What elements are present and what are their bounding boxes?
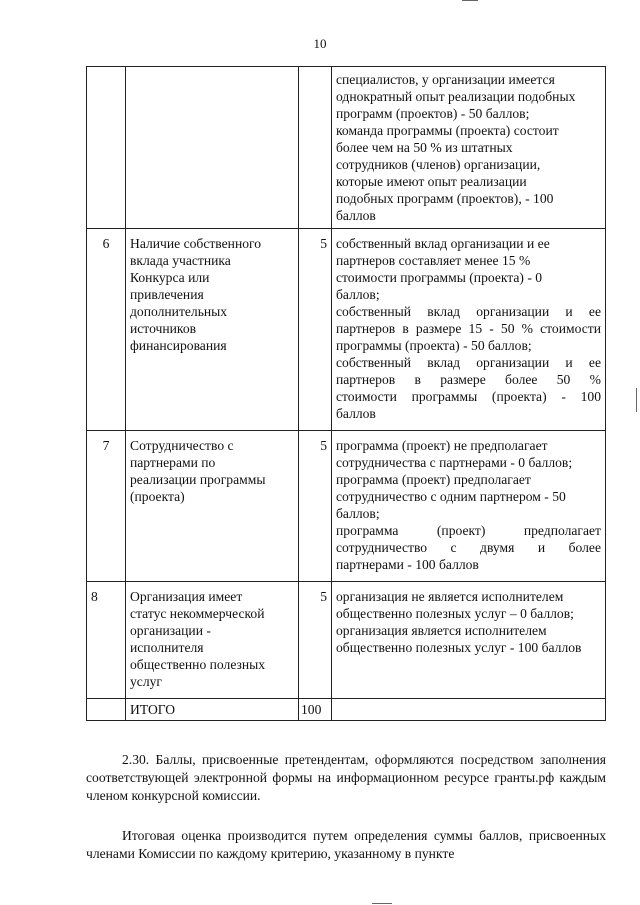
scoring-method-line: собственный вклад организации и ее xyxy=(336,236,550,251)
criterion-cell xyxy=(126,431,299,582)
table-row xyxy=(87,67,606,229)
criterion-line: источников xyxy=(130,321,197,336)
scoring-method-line: общественно полезных услуг - 100 баллов xyxy=(336,640,582,655)
criterion-cell xyxy=(126,582,299,699)
scoring-method-line: собственный вклад организации и ее xyxy=(336,304,601,319)
criteria-table xyxy=(86,66,606,721)
scoring-method-line: сотрудничество с одним партнером - 50 xyxy=(336,489,566,504)
scoring-method-cell xyxy=(332,229,606,431)
scan-mark-top xyxy=(462,0,478,1)
scoring-method-line: баллов; xyxy=(336,287,380,302)
scoring-method-line: программы (проекта) - 50 баллов; xyxy=(336,338,532,353)
total-score: 100 xyxy=(299,699,332,721)
scoring-method-line: сотрудников (членов) организации, xyxy=(336,157,541,172)
table-row xyxy=(87,431,606,582)
scan-mark-bottom xyxy=(372,903,392,904)
scoring-method-line: программ (проектов) - 50 баллов; xyxy=(336,106,530,121)
table-row xyxy=(87,229,606,431)
scoring-method-line: партнеров составляет менее 15 % xyxy=(336,253,531,268)
criterion-line: дополнительных xyxy=(130,304,228,319)
scoring-method-line: сотрудничества с партнерами - 0 баллов; xyxy=(336,455,573,470)
scoring-method-line: баллов xyxy=(336,406,376,421)
scoring-method-line: общественно полезных услуг – 0 баллов; xyxy=(336,606,574,621)
scoring-method-line: партнеров в размере 15 - 50 % стоимости xyxy=(336,321,601,336)
total-label: ИТОГО xyxy=(126,699,299,721)
max-score-cell: 5 xyxy=(299,229,332,431)
scoring-method-line: стоимости программы (проекта) - 100 xyxy=(336,389,601,404)
criterion-line: (проекта) xyxy=(130,489,185,504)
scoring-method-line: которые имеют опыт реализации xyxy=(336,174,527,189)
criterion-line: реализации программы xyxy=(130,472,266,487)
total-row xyxy=(87,699,606,721)
page-number: 10 xyxy=(313,36,327,51)
scoring-method-cell xyxy=(332,67,606,229)
scoring-method-line: однократный опыт реализации подобных xyxy=(336,89,576,104)
scoring-method-line: партнерами - 100 баллов xyxy=(336,557,479,572)
max-score-cell: 5 xyxy=(299,431,332,582)
paragraph-final-score: Итоговая оценка производится путем определения суммы баллов, присвоенных членами Комиссии по каждому критерию, указанному в пункте xyxy=(86,828,606,861)
criterion-line: Конкурса или xyxy=(130,270,210,285)
criterion-line: организации - xyxy=(130,623,211,638)
scoring-method-line: партнеров в размере более 50 % xyxy=(336,372,601,387)
criterion-line: Наличие собственного xyxy=(130,236,262,251)
scoring-method-line: баллов; xyxy=(336,506,380,521)
scoring-method-line: программа (проект) не предполагает xyxy=(336,438,548,453)
criterion-line: вклада участника xyxy=(130,253,231,268)
scoring-method-line: подобных программ (проектов), - 100 xyxy=(336,191,554,206)
max-score-cell: 5 xyxy=(299,582,332,699)
paragraph-2-30: 2.30. Баллы, присвоенные претендентам, оформляются посредством заполнения соответствующей электронной формы на информационном ресурсе гранты.рф каждым членом конкурсной комиссии. xyxy=(86,752,606,803)
max-score-cell xyxy=(299,67,332,229)
row-number xyxy=(87,67,126,229)
scan-mark-right xyxy=(636,388,637,412)
row-number: 8 xyxy=(87,582,126,699)
scoring-method-line: баллов xyxy=(336,208,376,223)
total-row-number xyxy=(87,699,126,721)
scoring-method-line: более чем на 50 % из штатных xyxy=(336,140,513,155)
scoring-method-line: команда программы (проекта) состоит xyxy=(336,123,559,138)
row-number: 7 xyxy=(87,431,126,582)
criterion-cell xyxy=(126,229,299,431)
criterion-line: привлечения xyxy=(130,287,204,302)
criterion-line: исполнителя xyxy=(130,640,204,655)
row-number: 6 xyxy=(87,229,126,431)
criterion-line: Организация имеет xyxy=(130,589,243,604)
scoring-method-line: организация является исполнителем xyxy=(336,623,547,638)
criterion-line: партнерами по xyxy=(130,455,216,470)
scoring-method-cell xyxy=(332,431,606,582)
scoring-method-line: сотрудничество с двумя и более xyxy=(336,540,601,555)
criterion-line: услуг xyxy=(130,674,162,689)
criterion-line: статус некоммерческой xyxy=(130,606,265,621)
criterion-line: Сотрудничество с xyxy=(130,438,234,453)
scoring-method-line: организация не является исполнителем xyxy=(336,589,564,604)
table-row xyxy=(87,582,606,699)
scoring-method-cell xyxy=(332,582,606,699)
scoring-method-line: специалистов, у организации имеется xyxy=(336,72,555,87)
scoring-method-line: стоимости программы (проекта) - 0 xyxy=(336,270,543,285)
criterion-cell xyxy=(126,67,299,229)
scoring-method-line: собственный вклад организации и ее xyxy=(336,355,601,370)
scoring-method-line: программа (проект) предполагает xyxy=(336,523,601,538)
scoring-method-line: программа (проект) предполагает xyxy=(336,472,531,487)
criterion-line: финансирования xyxy=(130,338,227,353)
total-method-empty xyxy=(332,699,606,721)
criterion-line: общественно полезных xyxy=(130,657,266,672)
